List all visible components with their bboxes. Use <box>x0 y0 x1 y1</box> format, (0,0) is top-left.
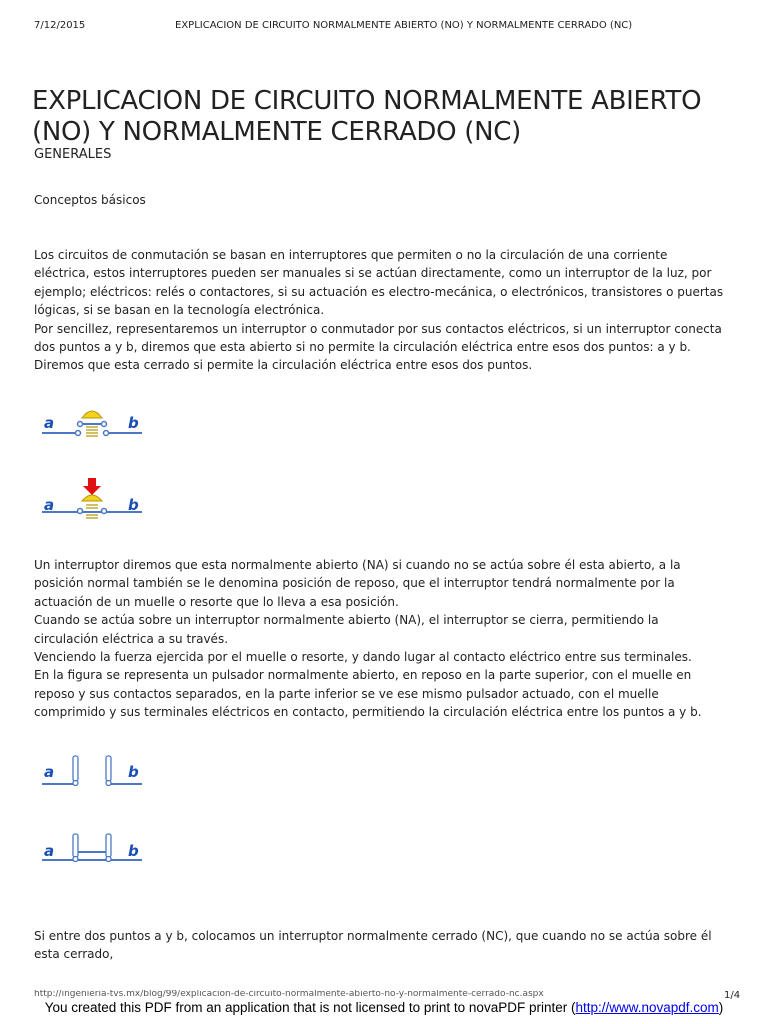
figure-contacts-closed <box>36 826 146 866</box>
section-heading: Conceptos básicos <box>34 193 146 207</box>
figure-pushbutton-rest <box>36 400 146 440</box>
page-number: 1/4 <box>724 990 741 1001</box>
label-a: a <box>44 414 55 432</box>
page-title: EXPLICACION DE CIRCUITO NORMALMENTE ABIERTO (NO) Y NORMALMENTE CERRADO (NC) <box>32 86 702 147</box>
footer-url: http://ingenieria-tvs.mx/blog/99/explicacion-de-circuito-normalmente-abierto-no-y-normalmente-cerrado-nc.aspx <box>34 990 544 998</box>
press-arrow-icon <box>83 478 101 495</box>
figure-contacts-open <box>36 752 146 792</box>
paragraph-intro: Los circuitos de conmutación se basan en interruptores que permiten o no la circulación de una corriente eléctrica, estos interruptores pueden ser manuales si se actúan directamente, como un interruptor de la luz, por ejemplo; eléctricos: relés o contactores, si su actuación es electro-mecánica, o electrónicos, transistores o puertas lógicas, si se basan en la tecnología electrónica. Por sencillez, representaremos un interruptor o conmutador por sus contactos eléctricos, si un interruptor conecta dos puntos a y b, diremos que esta abierto si no permite la circulación eléctrica entre esos dos puntos: a y b. Diremos que esta cerrado si permite la circulación eléctrica entre esos dos puntos. <box>34 248 724 373</box>
page-subtitle: GENERALES <box>34 147 112 162</box>
figure-pushbutton-actuated <box>36 476 146 522</box>
license-notice <box>0 1000 768 1015</box>
header-date: 7/12/2015 <box>34 20 86 31</box>
label-b: b <box>128 763 139 781</box>
paragraph-normally-closed: Si entre dos puntos a y b, colocamos un interruptor normalmente cerrado (NC), que cuando no se actúa sobre él esta cerrado, <box>34 929 712 962</box>
label-a: a <box>44 763 55 781</box>
notice-text-end: ) <box>718 1000 724 1015</box>
label-b: b <box>128 496 139 514</box>
label-b: b <box>128 414 139 432</box>
label-a: a <box>44 842 55 860</box>
notice-text: You created this PDF from an application that is not licensed to print to novaPDF printer ( <box>44 1000 576 1015</box>
label-a: a <box>44 496 55 514</box>
label-b: b <box>128 842 139 860</box>
novapdf-link[interactable]: http://www.novapdf.com <box>575 1000 719 1015</box>
header-title: EXPLICACION DE CIRCUITO NORMALMENTE ABIERTO (NO) Y NORMALMENTE CERRADO (NC) <box>175 20 633 31</box>
paragraph-normally-open: Un interruptor diremos que esta normalmente abierto (NA) si cuando no se actúa sobre él esta abierto, a la posición normal también se le denomina posición de reposo, que el interruptor tendrá normalmente por la actuación de un muelle o resorte que lo lleva a esa posición. Cuando se actúa sobre un interruptor normalmente abierto (NA), el interruptor se cierra, permitiendo la circulación eléctrica a su través. Venciendo la fuerza ejercida por el muelle o resorte, y dando lugar al contacto eléctrico entre sus terminales. En la figura se representa un pulsador normalmente abierto, en reposo en la parte superior, con el muelle en reposo y sus contactos separados, en la parte inferior se ve ese mismo pulsador actuado, con el muelle comprimido y sus terminales eléctricos en contacto, permitiendo la circulación eléctrica entre los puntos a y b. <box>34 558 702 720</box>
